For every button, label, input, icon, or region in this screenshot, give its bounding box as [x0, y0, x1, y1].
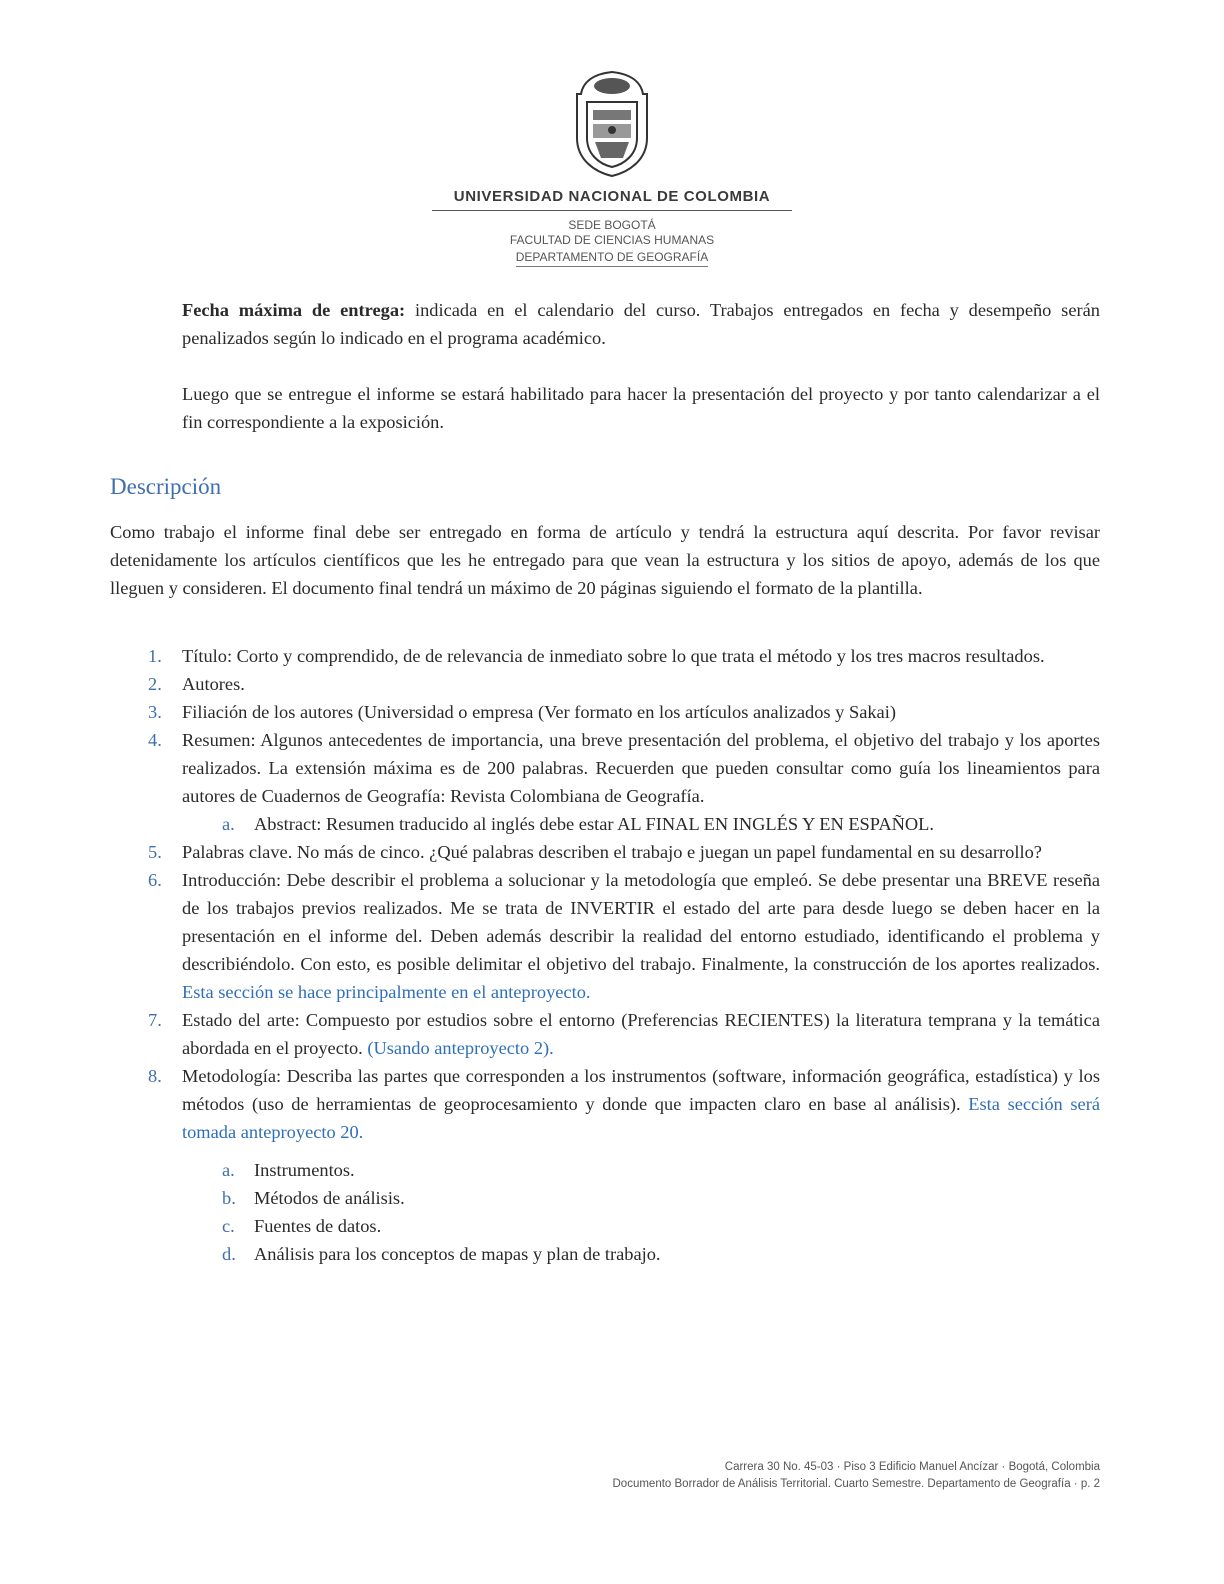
list-item-text: Filiación de los autores (Universidad o empresa (Ver formato en los artículos analizados y Sakai) — [182, 702, 896, 722]
section-note-link[interactable]: Esta sección será tomada anteproyecto 20. — [182, 1094, 1100, 1142]
list-item-text: Resumen: Algunos antecedentes de importancia, una breve presentación del problema, el objetivo del trabajo y los aportes realizados. La extensión máxima es de 200 palabras. Recuerden que pueden consultar como guía los lineamientos para autores de Cuadernos de Geografía: Revista Colombiana de Geografía. — [182, 730, 1100, 806]
deadline-label: Fecha máxima de entrega: — [182, 300, 406, 320]
list-item — [110, 866, 1100, 1006]
sub-list-number: d. — [222, 1244, 236, 1264]
sub-list-item — [110, 1240, 1100, 1268]
list-item-text: Palabras clave. No más de cinco. ¿Qué palabras describen el trabajo e juegan un papel fundamental en su desarrollo? — [182, 842, 1042, 862]
list-item — [110, 642, 1100, 670]
sub-list-item — [110, 810, 1100, 838]
deadline-text: indicada en el calendario del curso. Trabajos entregados en fecha y desempeño serán penalizados según lo indicado en el programa académico. — [182, 300, 1100, 348]
footer-address: Carrera 30 No. 45-03 · Piso 3 Edificio Manuel Ancízar · Bogotá, Colombia — [724, 1461, 1100, 1473]
header-faculty: FACULTAD DE CIENCIAS HUMANAS — [509, 233, 715, 247]
list-item-text: Título: Corto y comprendido, de de relevancia de inmediato sobre lo que trata el método y los tres macros resultados. — [182, 646, 1045, 666]
list-item-text: Autores. — [182, 674, 245, 694]
list-item — [110, 1062, 1100, 1146]
list-number: 5. — [148, 842, 162, 862]
list-number: 7. — [148, 1010, 162, 1030]
header-department: DEPARTAMENTO DE GEOGRAFÍA — [516, 250, 708, 267]
list-item-text: Estado del arte: Compuesto por estudios sobre el entorno (Preferencias RECIENTES) la literatura temprana y la temática abordada en el proyecto. — [182, 1010, 1100, 1058]
sub-list-item-text: Métodos de análisis. — [254, 1188, 405, 1208]
requirements-list — [110, 642, 1100, 1268]
header-campus: SEDE BOGOTÁ — [568, 218, 656, 232]
description-paragraph: Como trabajo el informe final debe ser entregado en forma de artículo y tendrá la estructura aquí descrita. Por favor revisar detenidamente los artículos científicos que les he entregado para que vean la estructura y los sitios de apoyo, además de los que lleguen y consideren. El documento final tendrá un máximo de 20 páginas siguiendo el formato de la plantilla. — [110, 522, 1100, 598]
sub-list-number: c. — [222, 1216, 235, 1236]
sub-list-number: a. — [222, 1160, 235, 1180]
sub-list-item-text: Abstract: Resumen traducido al inglés debe estar AL FINAL EN INGLÉS Y EN ESPAÑOL. — [254, 814, 934, 834]
section-note-link[interactable]: Esta sección se hace principalmente en el anteproyecto. — [182, 982, 591, 1002]
list-number: 6. — [148, 870, 162, 890]
list-number: 4. — [148, 730, 162, 750]
list-item-text: Introducción: Debe describir el problema a solucionar y la metodología que empleó. Se debe presentar una BREVE reseña de los trabajos previos realizados. Me se trata de INVERTIR el estado del arte para desde luego se deben hacer en la presentación en el informe del. Deben además describir la realidad del entorno estudiado, identificando el problema y describiéndolo. Con esto, es posible delimitar el objetivo del trabajo. Finalmente, la construcción de los aportes realizados. — [182, 870, 1100, 974]
list-item — [110, 1006, 1100, 1062]
list-item-text: Metodología: Describa las partes que corresponden a los instrumentos (software, información geográfica, estadística) y los métodos (uso de herramientas de geoprocesamiento y donde que impacten claro en base al análisis). — [182, 1066, 1100, 1114]
list-number: 1. — [148, 646, 162, 666]
footer-document-info: Documento Borrador de Análisis Territorial. Cuarto Semestre. Departamento de Geografía · p. 2 — [612, 1478, 1100, 1490]
list-number: 3. — [148, 702, 162, 722]
sub-list-item-text: Fuentes de datos. — [254, 1216, 382, 1236]
letterhead — [0, 68, 1224, 267]
presentation-paragraph: Luego que se entregue el informe se estará habilitado para hacer la presentación del proyecto y por tanto calendarizar a el fin correspondiente a la exposición. — [182, 384, 1100, 432]
sub-list-item-text: Instrumentos. — [254, 1160, 355, 1180]
sub-list-item — [110, 1156, 1100, 1184]
list-item — [110, 670, 1100, 698]
university-name: UNIVERSIDAD NACIONAL DE COLOMBIA — [453, 188, 771, 205]
sub-list-item-text: Análisis para los conceptos de mapas y plan de trabajo. — [254, 1244, 661, 1264]
university-seal-icon — [563, 68, 661, 180]
sub-list-number: b. — [222, 1188, 236, 1208]
sub-list-item — [110, 1212, 1100, 1240]
deadline-paragraph — [182, 296, 1100, 352]
list-item — [110, 838, 1100, 866]
section-title-descripcion: Descripción — [110, 474, 222, 499]
sub-list-item — [110, 1184, 1100, 1212]
sub-list-number: a. — [222, 814, 235, 834]
list-item — [110, 726, 1100, 810]
list-number: 8. — [148, 1066, 162, 1086]
list-item — [110, 698, 1100, 726]
section-note-link[interactable]: (Usando anteproyecto 2). — [367, 1038, 554, 1058]
list-number: 2. — [148, 674, 162, 694]
header-rule — [432, 210, 792, 211]
